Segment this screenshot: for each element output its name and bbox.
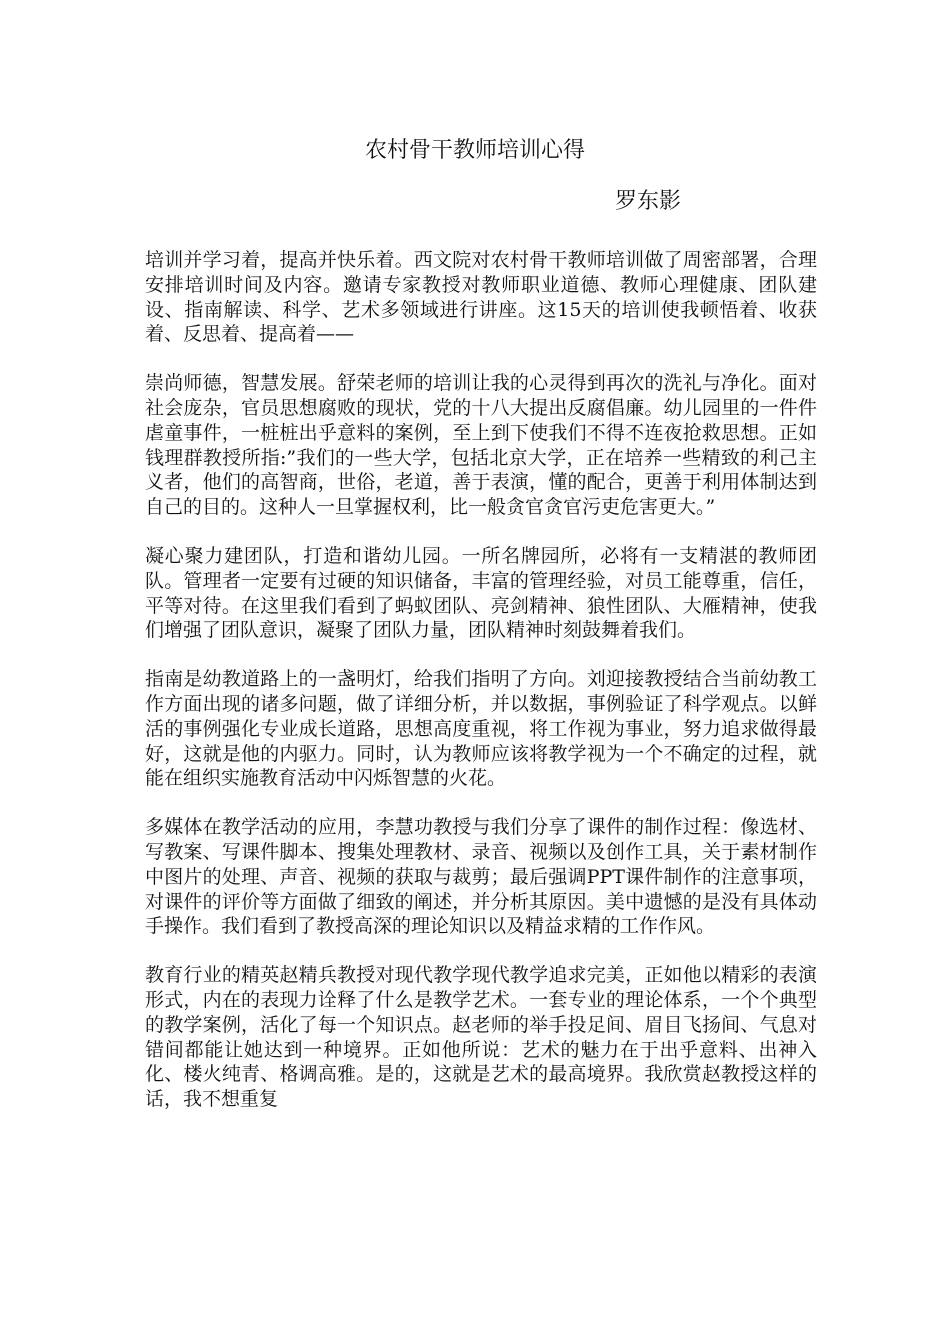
paragraph-5: 多媒体在教学活动的应用，李慧功教授与我们分享了课件的制作过程：像选材、写教案、写课件脚本、搜集处理教材、录音、视频以及创作工具，关于素材制作中图片的处理、声音、视频的获取与裁剪；最后强调PPT课件制作的注意事项，对课件的评价等方面做了细致的阐述，并分析其原因。美中遗憾的是没有具体动手操作。我们看到了教授高深的理论知识以及精益求精的工作作风。: [145, 816, 817, 938]
paragraph-2: 崇尚师德，智慧发展。舒荣老师的培训让我的心灵得到再次的洗礼与净化。面对社会庞杂，官员思想腐败的现状，党的十八大提出反腐倡廉。幼儿园里的一件件虐童事件，一桩桩出乎意料的案例，至上到下使我们不得不连夜抢救思想。正如钱理群教授所指:”我们的一些大学，包括北京大学，正在培养一些精致的利己主义者，他们的高智商，世俗，老道，善于表演，懂的配合，更善于利用体制达到自己的目的。这种人一旦掌握权利，比一般贪官贪官污吏危害更大。”: [145, 372, 817, 519]
document-body: [145, 248, 817, 1136]
document-title: 农村骨干教师培训心得: [364, 138, 585, 163]
paragraph-4: 指南是幼教道路上的一盏明灯，给我们指明了方向。刘迎接教授结合当前幼教工作方面出现的诸多问题，做了详细分析，并以数据，事例验证了科学观点。以鲜活的事例强化专业成长道路，思想高度重视，将工作视为事业，努力追求做得最好，这就是他的内驱力。同时，认为教师应该将教学视为一个不确定的过程，就能在组织实施教育活动中闪烁智慧的火花。: [145, 668, 817, 790]
paragraph-6: 教育行业的精英赵精兵教授对现代教学现代教学追求完美，正如他以精彩的表演形式，内在的表现力诠释了什么是教学艺术。一套专业的理论体系，一个个典型的教学案例，活化了每一个知识点。赵老师的举手投足间、眉目飞扬间、气息对错间都能让她达到一种境界。正如他所说：艺术的魅力在于出乎意料、出神入化、楼火纯青、格调高雅。是的，这就是艺术的最高境界。我欣赏赵教授这样的话，我不想重复: [145, 964, 817, 1111]
document-author: 罗东影: [615, 189, 682, 214]
paragraph-1: 培训并学习着，提高并快乐着。西文院对农村骨干教师培训做了周密部署，合理安排培训时间及内容。邀请专家教授对教师职业道德、教师心理健康、团队建设、指南解读、科学、艺术多领域进行讲座。这15天的培训使我顿悟着、收获着、反思着、提高着——: [145, 249, 817, 346]
paragraph-3: 凝心聚力建团队，打造和谐幼儿园。一所名牌园所，必将有一支精湛的教师团队。管理者一定要有过硬的知识储备，丰富的管理经验，对员工能尊重，信任，平等对待。在这里我们看到了蚂蚁团队、亮剑精神、狼性团队、大雁精神，使我们增强了团队意识，凝聚了团队力量，团队精神时刻鼓舞着我们。: [145, 544, 817, 642]
